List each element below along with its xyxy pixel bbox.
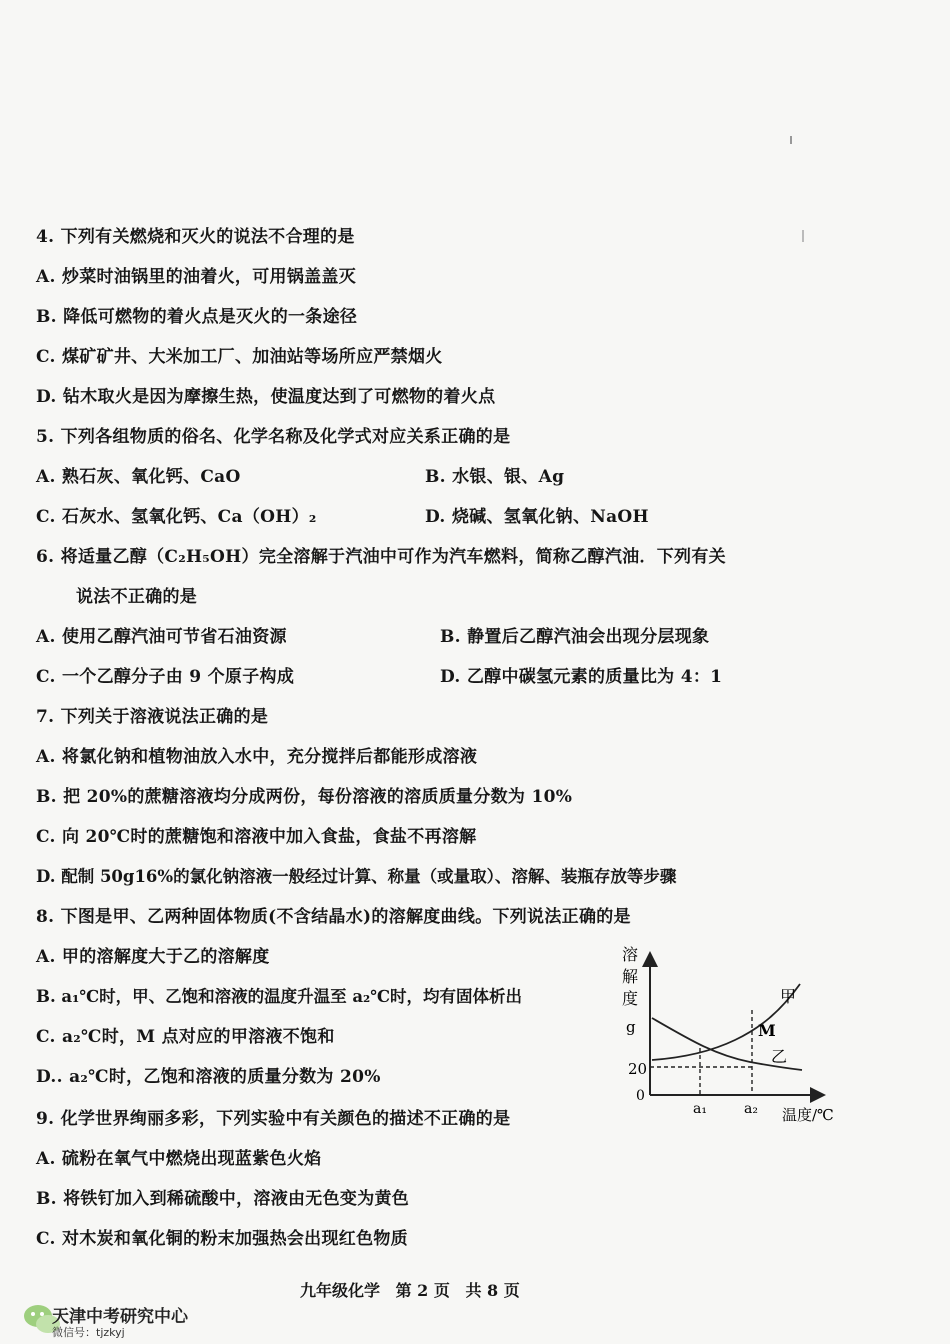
question-6-option-a: A. 使用乙醇汽油可节省石油资源 [36,627,287,647]
question-5-option-d: D. 烧碱、氢氧化钠、NaOH [425,507,649,527]
series-yi-label: 乙 [771,1047,788,1066]
question-9-option-c: C. 对木炭和氧化铜的粉末加强热会出现红色物质 [36,1229,408,1249]
watermark-title: 天津中考研究中心 [52,1307,188,1327]
question-4-option-a: A. 炒菜时油锅里的油着火，可用锅盖盖灭 [36,267,357,287]
x-tick-a2: a₂ [744,1101,758,1117]
question-5-option-c: C. 石灰水、氢氧化钙、Ca（OH）₂ [36,507,317,527]
question-5-option-a: A. 熟石灰、氧化钙、CaO [36,467,241,487]
question-6-option-d: D. 乙醇中碳氢元素的质量比为 4：1 [440,667,723,687]
y-label-3: 度 [622,989,639,1008]
scan-speck [790,136,792,144]
solubility-chart [600,940,870,1140]
question-6-option-c: C. 一个乙醇分子由 9 个原子构成 [36,667,295,687]
question-8-option-b: B. a₁℃时，甲、乙饱和溶液的温度升温至 a₂℃时，均有固体析出 [36,987,523,1006]
footer-subject: 九年级化学 [300,1281,381,1300]
footer-page: 第 2 页 [395,1281,450,1300]
footer-total: 共 8 页 [465,1281,520,1300]
page-footer [300,1278,530,1301]
y-tick-20: 20 [628,1060,648,1078]
question-8-option-a: A. 甲的溶解度大于乙的溶解度 [36,947,270,967]
question-4-option-c: C. 煤矿矿井、大米加工厂、加油站等场所应严禁烟火 [36,347,443,367]
question-7-option-c: C. 向 20℃时的蔗糖饱和溶液中加入食盐，食盐不再溶解 [36,827,477,847]
y-label-1: 溶 [622,945,639,964]
origin-label: 0 [636,1088,645,1104]
question-5-stem: 5. 下列各组物质的俗名、化学名称及化学式对应关系正确的是 [36,427,511,447]
question-4-option-b: B. 降低可燃物的着火点是灭火的一条途径 [36,307,358,327]
y-label-2: 解 [622,967,639,986]
question-7-stem: 7. 下列关于溶液说法正确的是 [36,707,269,727]
x-axis-label: 温度/℃ [782,1106,834,1124]
scan-speck [802,230,804,242]
question-4-stem: 4. 下列有关燃烧和灭火的说法不合理的是 [36,227,355,247]
watermark-sub: 微信号：tjzkyj [52,1326,125,1339]
y-label-unit: g [626,1018,636,1036]
point-m-label: M [758,1021,776,1040]
question-5-option-b: B. 水银、银、Ag [425,467,565,487]
question-6-stem: 6. 将适量乙醇（C₂H₅OH）完全溶解于汽油中可作为汽车燃料，简称乙醇汽油．下列有关 [36,547,726,567]
question-9-option-a: A. 硫粉在氧气中燃烧出现蓝紫色火焰 [36,1149,322,1169]
question-6-stem-cont: 说法不正确的是 [76,587,198,607]
question-8-option-d: D.. a₂℃时，乙饱和溶液的质量分数为 20% [36,1067,381,1087]
x-tick-a1: a₁ [693,1101,707,1117]
question-9-stem: 9. 化学世界绚丽多彩，下列实验中有关颜色的描述不正确的是 [36,1109,511,1129]
series-jia-label: 甲 [780,987,797,1006]
question-4-option-d: D. 钻木取火是因为摩擦生热，使温度达到了可燃物的着火点 [36,387,496,407]
question-9-option-b: B. 将铁钉加入到稀硫酸中，溶液由无色变为黄色 [36,1189,410,1209]
question-7-option-a: A. 将氯化钠和植物油放入水中，充分搅拌后都能形成溶液 [36,747,478,767]
question-7-option-d: D. 配制 50g16%的氯化钠溶液一般经过计算、称量（或量取）、溶解、装瓶存放等步骤 [36,867,677,886]
question-7-option-b: B. 把 20%的蔗糖溶液均分成两份，每份溶液的溶质质量分数为 10% [36,787,573,807]
question-8-option-c: C. a₂℃时，M 点对应的甲溶液不饱和 [36,1027,335,1047]
question-8-stem: 8. 下图是甲、乙两种固体物质(不含结晶水)的溶解度曲线。下列说法正确的是 [36,907,631,927]
question-6-option-b: B. 静置后乙醇汽油会出现分层现象 [440,627,710,647]
